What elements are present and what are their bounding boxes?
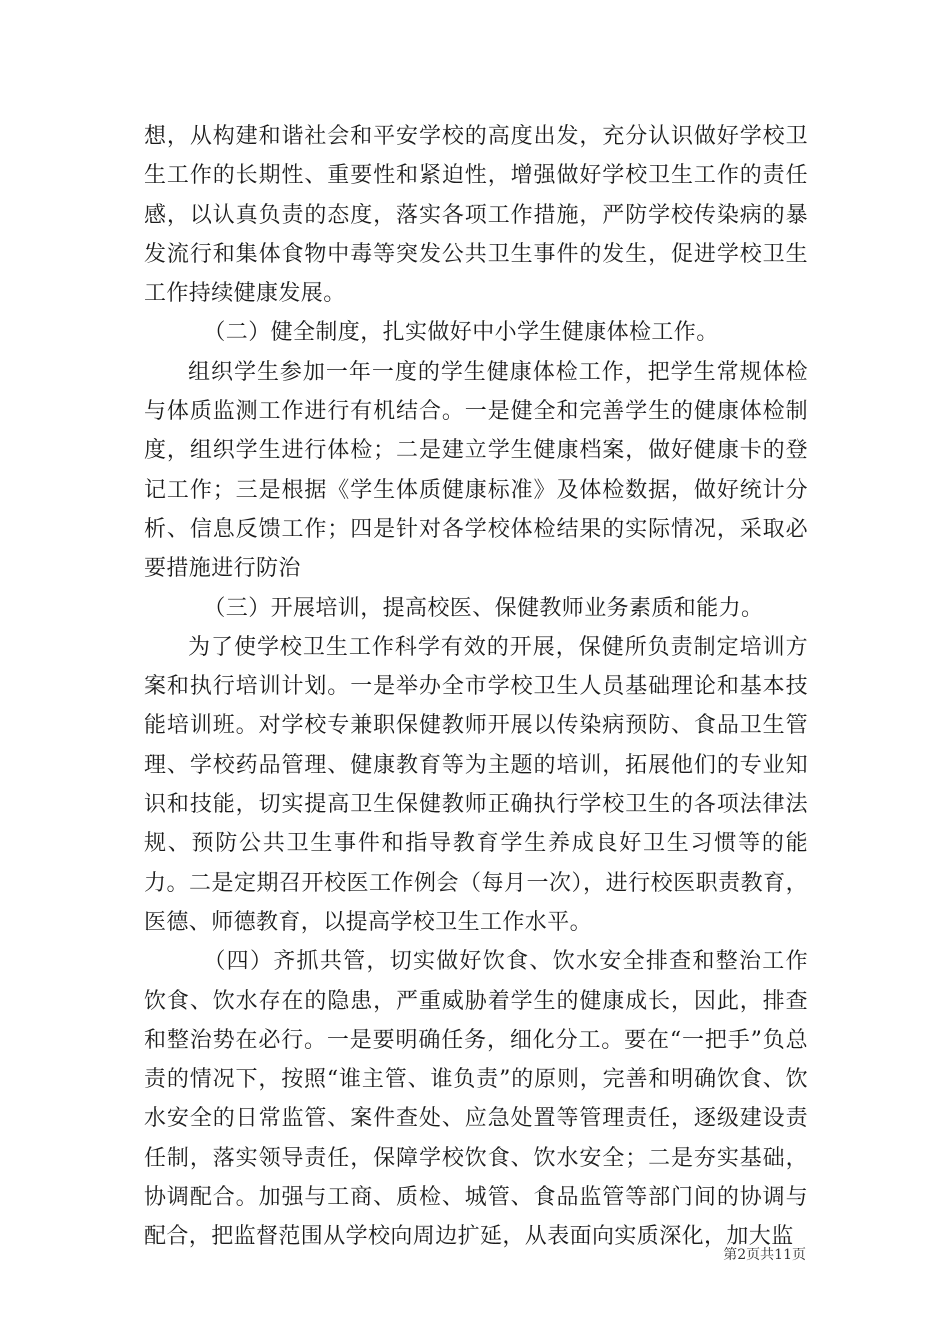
paragraph-health-check: 组织学生参加一年一度的学生健康体检工作，把学生常规体检与体质监测工作进行有机结合。一是健全和完善学生的健康体检制度，组织学生进行体检；二是建立学生健康档案，做好健康卡的登记工作；三是根据《学生体质健康标准》及体检数据，做好统计分析、信息反馈工作；四是针对各学校体检结果的实际情况，采取必要措施进行防治 bbox=[144, 359, 808, 582]
paragraph-continuation: 想，从构建和谐社会和平安学校的高度出发，充分认识做好学校卫生工作的长期性、重要性和紧迫性，增强做好学校卫生工作的责任感，以认真负责的态度，落实各项工作措施，严防学校传染病的暴发流行和集体食物中毒等突发公共卫生事件的发生，促进学校卫生工作持续健康发展。 bbox=[144, 124, 808, 307]
page-number: 第2页共11页 bbox=[723, 1247, 806, 1263]
section-heading-3: （三）开展培训，提高校医、保健教师业务素质和能力。 bbox=[203, 595, 764, 621]
section-heading-2: （二）健全制度，扎实做好中小学生健康体检工作。 bbox=[203, 320, 719, 346]
paragraph-training: 为了使学校卫生工作科学有效的开展，保健所负责制定培训方案和执行培训计划。一是举办全市学校卫生人员基础理论和基本技能培训班。对学校专兼职保健教师开展以传染病预防、食品卫生管理、学校药品管理、健康教育等为主题的培训，拓展他们的专业知识和技能，切实提高卫生保健教师正确执行学校卫生的各项法律法规、预防公共卫生事件和指导教育学生养成良好卫生习惯等的能力。二是定期召开校医工作例会（每月一次），进行校医职责教育，医德、师德教育，以提高学校卫生工作水平。 bbox=[144, 634, 808, 935]
document-body bbox=[144, 117, 808, 1257]
section-heading-4: （四）齐抓共管，切实做好饮食、饮水安全排查和整治工作饮食、饮水存在的隐患，严重威胁着学生的健康成长，因此，排查和整治势在必行。一是要明确任务，细化分工。要在“一把手”负总责的情况下，按照“谁主管、谁负责”的原则，完善和明确饮食、饮水安全的日常监管、案件查处、应急处置等管理责任，逐级建设责任制，落实领导责任，保障学校饮食、饮水安全；二是夯实基础，协调配合。加强与工商、质检、城管、食品监管等部门间的协调与配合，把监督范围从学校向周边扩延，从表面向实质深化，加大监 bbox=[144, 949, 808, 1250]
